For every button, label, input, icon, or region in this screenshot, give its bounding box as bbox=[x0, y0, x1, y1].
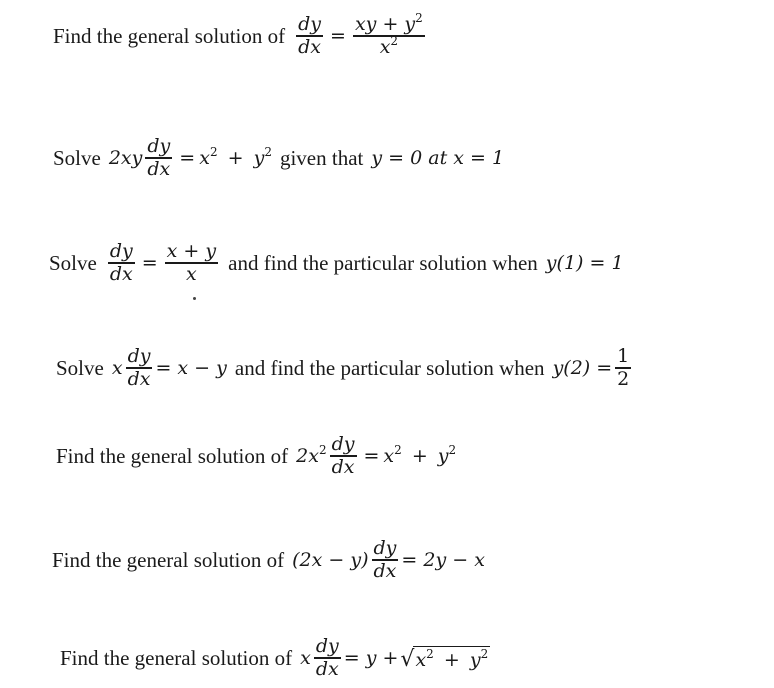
problem-4-coefficient: x bbox=[111, 357, 123, 379]
problem-2-derivative: $\frac{dy}{dx}$ bbox=[147, 134, 171, 180]
problem-7-rhs: = y + bbox=[343, 647, 399, 669]
problem-7-coefficient: x bbox=[300, 647, 311, 669]
problem-2-coefficient: 2xy bbox=[108, 147, 143, 169]
problem-6-lead: Find the general solution of bbox=[52, 547, 285, 572]
problem-5-coefficient: $2x^2$ bbox=[296, 443, 327, 467]
problem-7 bbox=[60, 628, 490, 688]
problem-6-coefficient: (2x − y) bbox=[292, 549, 369, 571]
problem-2: Solve 2xy $\frac{dy}{dx}$ = $x^2 + y^2$ given that y = 0 at x = 1 bbox=[53, 134, 505, 180]
problem-6 bbox=[52, 530, 485, 590]
problem-2-tail: given that bbox=[279, 145, 364, 170]
problem-7-derivative: $\frac{dy}{dx}$ bbox=[315, 634, 339, 680]
problem-1-lead: Find the general solution of bbox=[53, 23, 286, 48]
problem-1-derivative: $\frac{dy}{dx}$ bbox=[298, 12, 322, 58]
problem-4-condition: y(2) = bbox=[552, 357, 613, 379]
problem-2-rhs: $x^2 + y^2$ bbox=[199, 145, 272, 169]
problem-3-lead: Solve bbox=[49, 250, 97, 275]
problem-3-condition: y(1) = 1 bbox=[545, 252, 624, 274]
problem-6-derivative: $\frac{dy}{dx}$ bbox=[373, 536, 397, 582]
problem-5: Find the general solution of $2x^2$ $\frac{dy}{dx}$ = $x^2 + y^2$ bbox=[56, 432, 457, 478]
problem-2-condition: y = 0 at x = 1 bbox=[371, 147, 505, 169]
problem-1 bbox=[53, 6, 428, 66]
problem-4-half: $\frac{1}{2}$ bbox=[617, 344, 630, 390]
problem-3-tail: and find the particular solution when bbox=[228, 250, 538, 275]
problem-4-lead: Solve bbox=[56, 355, 104, 380]
problem-7-lead: Find the general solution of bbox=[60, 645, 293, 670]
problem-4-rhs: = x − y bbox=[155, 357, 227, 379]
problem-3: Solve $\frac{dy}{dx}$ = $\frac{x + y}{x}$ and find the particular solution when y(1) = 1 bbox=[49, 239, 624, 285]
square-root: √ $x^2 + y^2$ bbox=[400, 646, 489, 672]
problem-5-derivative: $\frac{dy}{dx}$ bbox=[331, 432, 355, 478]
problem-4-tail: and find the particular solution when bbox=[234, 355, 545, 380]
problem-3-rhs-fraction: $\frac{x + y}{x}$ bbox=[166, 239, 217, 285]
problem-1-rhs-fraction: $\frac{xy + y^2}{x^2}$ bbox=[354, 10, 423, 58]
problem-5-lead: Find the general solution of bbox=[56, 443, 289, 468]
stray-dot bbox=[193, 297, 196, 300]
problem-4 bbox=[56, 338, 634, 398]
problem-6-rhs: = 2y − x bbox=[401, 549, 485, 571]
problem-2-lead: Solve bbox=[53, 145, 101, 170]
problem-3-derivative: $\frac{dy}{dx}$ bbox=[109, 239, 133, 285]
problem-5-rhs: $x^2 + y^2$ bbox=[383, 443, 457, 467]
problem-4-derivative: $\frac{dy}{dx}$ bbox=[127, 344, 151, 390]
equals-sign: = bbox=[330, 25, 346, 47]
